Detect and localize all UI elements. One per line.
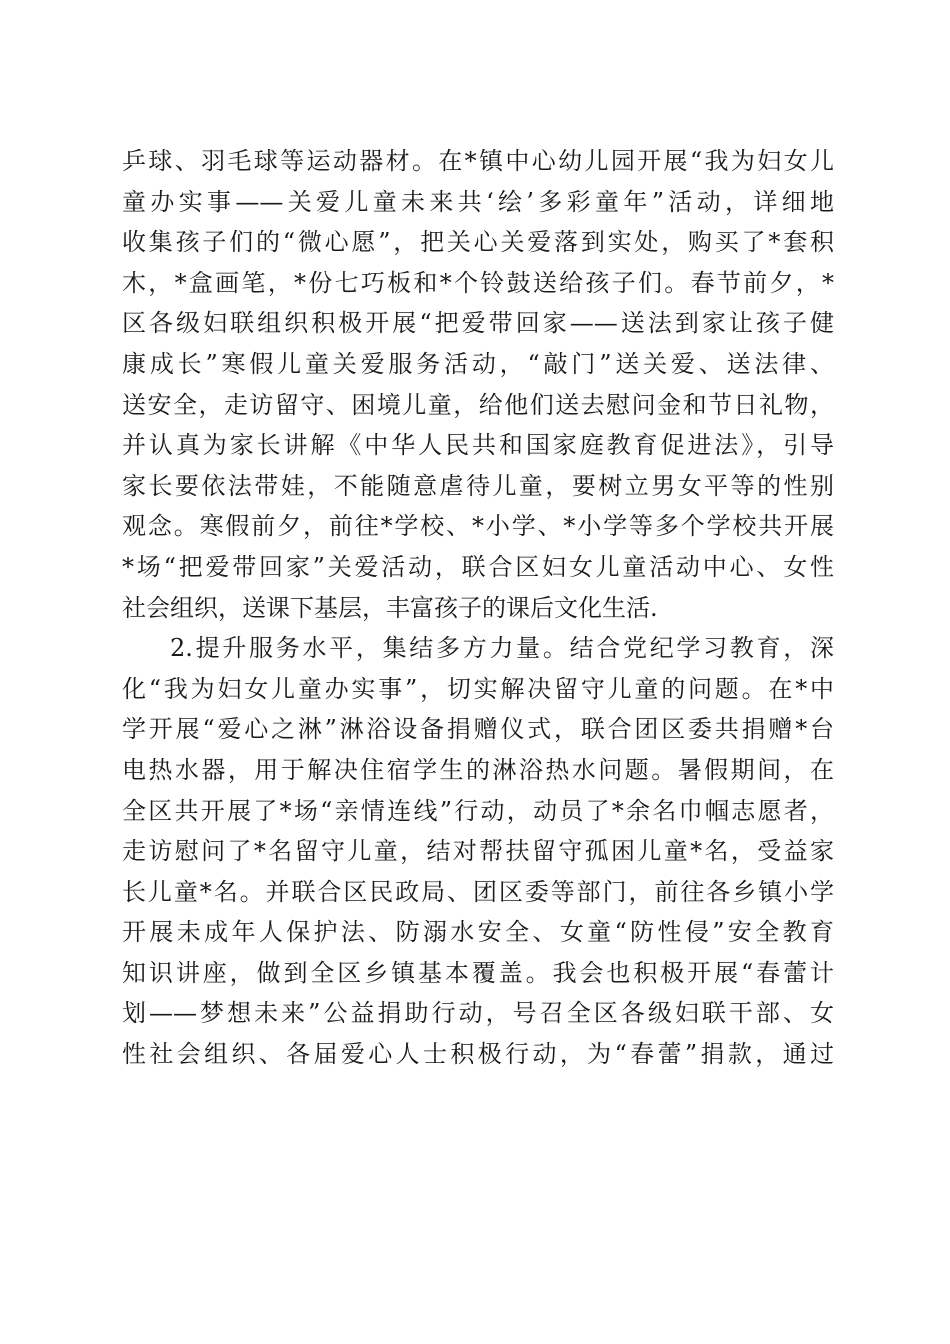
paragraph-2 [122,628,834,1075]
text-line: 送安全，走访留守、困境儿童，给他们送去慰问金和节日礼物， [122,390,834,419]
text-line: 乒球、羽毛球等运动器材。在*镇中心幼儿园开展“我为妇女儿 [122,147,834,175]
text-line: 童办实事——关爱儿童未来共‘绘’多彩童年”活动，详细地 [122,187,834,216]
text-line: 电热水器，用于解决住宿学生的淋浴热水问题。暑假期间，在 [122,755,834,784]
text-line: 家长要依法带娃，不能随意虐待儿童，要树立男女平等的性别 [122,471,834,500]
text-line: 社会组织，送课下基层，丰富孩子的课后文化生活. [122,593,658,622]
body-text [122,141,834,1075]
text-line: 康成长”寒假儿童关爱服务活动，“敲门”送关爱、送法律、 [122,349,834,378]
text-line: 并认真为家长讲解《中华人民共和国家庭教育促进法》，引导 [122,431,834,460]
text-line: 学开展“爱心之淋”淋浴设备捐赠仪式，联合团区委共捐赠*台 [122,715,834,744]
text-line: 划——梦想未来”公益捐助行动，号召全区各级妇联干部、女 [122,999,834,1028]
text-line: 收集孩子们的“微心愿”，把关心关爱落到实处，购买了*套积 [122,228,834,257]
text-line: 区各级妇联组织积极开展“把爱带回家——送法到家让孩子健 [122,309,834,338]
text-line: 长儿童*名。并联合区民政局、团区委等部门，前往各乡镇小学 [122,877,834,906]
text-line: 开展未成年人保护法、防溺水安全、女童“防性侵”安全教育 [122,918,834,947]
text-line: 2.提升服务水平，集结多方力量。结合党纪学习教育，深 [170,634,834,663]
text-line: *场“把爱带回家”关爱活动，联合区妇女儿童活动中心、女性 [122,552,834,581]
text-line: 走访慰问了*名留守儿童，结对帮扶留守孤困儿童*名，受益家 [122,837,834,866]
text-line: 木，*盒画笔，*份七巧板和*个铃鼓送给孩子们。春节前夕，* [122,268,834,297]
text-line: 化“我为妇女儿童办实事”，切实解决留守儿童的问题。在*中 [122,674,834,703]
text-line: 知识讲座，做到全区乡镇基本覆盖。我会也积极开展“春蕾计 [122,958,834,987]
text-line: 观念。寒假前夕，前往*学校、*小学、*小学等多个学校共开展 [122,512,834,541]
text-line: 全区共开展了*场“亲情连线”行动，动员了*余名巾帼志愿者， [122,796,834,825]
paragraph-1 [122,141,834,628]
text-line: 性社会组织、各届爱心人士积极行动，为“春蕾”捐款，通过 [122,1040,834,1069]
